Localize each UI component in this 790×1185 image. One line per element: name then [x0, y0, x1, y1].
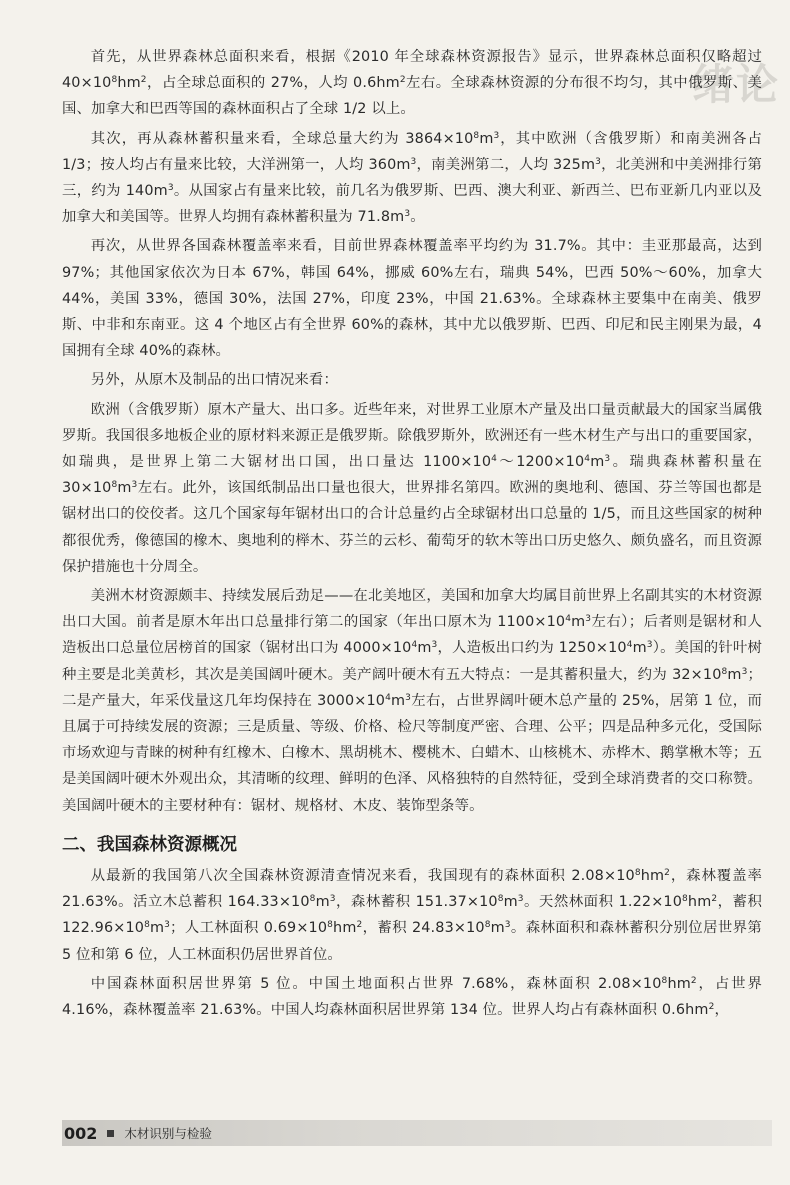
page-footer [62, 1120, 772, 1146]
paragraph-europe: 欧洲（含俄罗斯）原木产量大、出口多。近些年来，对世界工业原木产量及出口量贡献最大的国家当属俄罗斯。我国很多地板企业的原材料来源正是俄罗斯。除俄罗斯外，欧洲还有一些木材生产与出口的重要国家，如瑞典，是世界上第二大锯材出口国，出口量达 $1100\times 10^4\sim 1200\times 10^4m^3$。瑞典森林蓄积量在 $30\times 10^8m^3$左右。此外，该国纸制品出口量也很大，世界排名第四。欧洲的奥地利、德国、芬兰等国也都是锯材出口的佼佼者。这几个国家每年锯材出口的合计总量约占全球锯材出口总量的 1/5，而且这些国家的树种都很优秀，像德国的橡木、奥地利的榉木、芬兰的云杉、葡萄牙的软木等出口历史悠久、颇负盛名，而且资源保护措施也十分周全。 [62, 401, 762, 575]
chapter-corner-mark: 绪论 [691, 60, 780, 109]
square-bullet-icon [107, 1130, 114, 1137]
paragraph-china-survey: 从最新的我国第八次全国森林资源清查情况来看，我国现有的森林面积 $2.08\times 10^8hm^2$，森林覆盖率 21.63%。活立木总蓄积 $164.33\times 10^8m^3$，森林蓄积 $151.37\times 10^8m^3$。天然林面积 $1.22\times 10^8hm^2$，蓄积 $122.96\times 10^8m^3$；人工林面积 $0.69\times 10^8hm^2$，蓄积 $24.83\times 10^8m^3$。森林面积和森林蓄积分别位居世界第 5 位和第 6 位，人工林面积仍居世界首位。 [62, 867, 762, 963]
page-number: 002 [64, 1123, 98, 1143]
paragraph-forest-stock: 其次，再从森林蓄积量来看，全球总量大约为 $3864\times 10^8m^3$，其中欧洲（含俄罗斯）和南美洲各占 1/3；按人均占有量来比较，大洋洲第一，人均 $360m^3$，南美洲第二，人均 $325m^3$，北美洲和中美洲排行第三，约为 $140m^3$。从国家占有量来比较，前几名为俄罗斯、巴西、澳大利亚、新西兰、巴布亚新几内亚以及加拿大和美国等。世界人均拥有森林蓄积量为 $71.8m^3$。 [62, 130, 762, 226]
paragraph-export-intro: 另外，从原木及制品的出口情况来看： [90, 372, 338, 389]
text-body [62, 44, 762, 1026]
paragraph-forest-area: 首先，从世界森林总面积来看，根据《2010 年全球森林资源报告》显示，世界森林总面积仅略超过 $40\times 10^8hm^2$，占全球总面积的 27%，人均 $0.6hm^2$左右。全球森林资源的分布很不均匀，其中俄罗斯、美国、加拿大和巴西等国的森林面积占了全球 1/2 以上。 [62, 49, 762, 118]
paragraph-china-rank: 中国森林面积居世界第 5 位。中国土地面积占世界 7.68%，森林面积 $2.08\times 10^8hm^2$，占世界 4.16%，森林覆盖率 21.63%。中国人均森林面积居世界第 134 位。世界人均占有森林面积 $0.6hm^2$， [62, 975, 762, 1018]
paragraph-america: 美洲木材资源颇丰、持续发展后劲足——在北美地区，美国和加拿大均属目前世界上名副其实的木材资源出口大国。前者是原木年出口总量排行第二的国家（年出口原木为 $1100\times 10^4m^3$左右）；后者则是锯材和人造板出口总量位居榜首的国家（锯材出口为 $4000\times 10^4m^3$，人造板出口约为 $1250\times 10^4m^3$）。美国的针叶树种主要是北美黄杉，其次是美国阔叶硬木。美产阔叶硬木有五大特点：一是其蓄积量大，约为 $32\times 10^8m^3$；二是产量大，年采伐量这几年均保持在 $3000\times 10^4m^3$左右，占世界阔叶硬木总产量的 25%，居第 1 位，而且属于可持续发展的资源；三是质量、等级、价格、检尺等制度严密、合理、公平；四是品种多元化，受国际市场欢迎与青睐的树种有红橡木、白橡木、黑胡桃木、樱桃木、白蜡木、山核桃木、赤桦木、鹅掌楸木等；五是美国阔叶硬木外观出众，其清晰的纹理、鲜明的色泽、风格独特的自然特征，受到全球消费者的交口称赞。美国阔叶硬木的主要材种有：锯材、规格材、木皮、装饰型条等。 [62, 588, 762, 814]
paragraph-forest-coverage: 再次，从世界各国森林覆盖率来看，目前世界森林覆盖率平均约为 31.7%。其中：圭亚那最高，达到 97%；其他国家依次为日本 67%，韩国 64%，挪威 60%左右，瑞典 54%，巴西 50%～60%，加拿大 44%，美国 33%，德国 30%，法国 27%，印度 23%，中国 21.63%。全球森林主要集中在南美、俄罗斯、中非和东南亚。这 4 个地区占有全世界 60%的森林，其中尤以俄罗斯、巴西、印尼和民主刚果为最，4 国拥有全球 40%的森林。 [62, 238, 762, 360]
section-heading: 二、我国森林资源概况 [62, 834, 237, 855]
book-title: 木材识别与检验 [124, 1126, 212, 1141]
